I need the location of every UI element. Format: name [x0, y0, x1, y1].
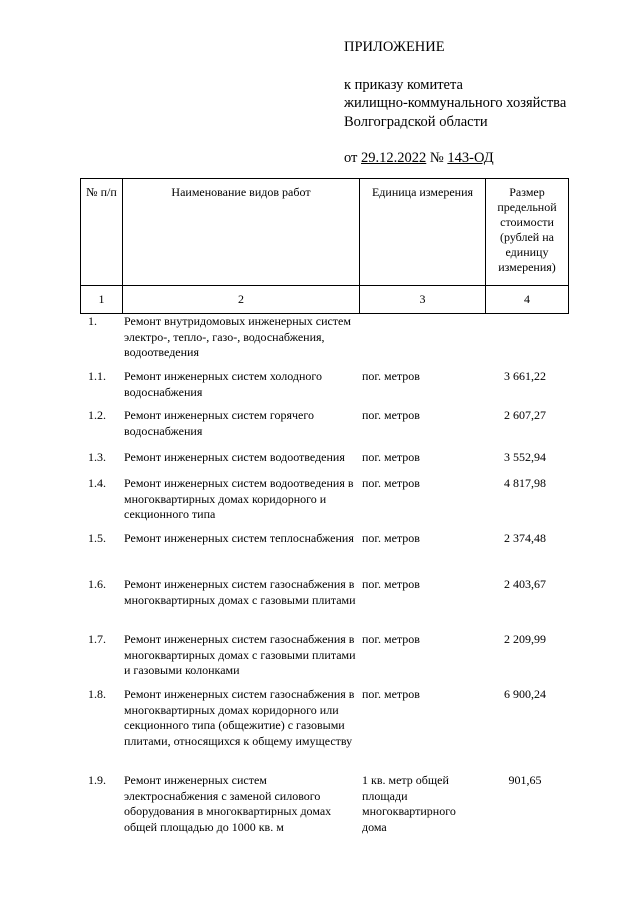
row-name: Ремонт инженерных систем газоснабжения в многоквартирных домах коридорного или секционного типа (общежитие) с газовыми плитами, относящихся к общему имуществу [124, 687, 355, 748]
row-unit: пог. метров [362, 408, 420, 422]
column-number-4: 4 [486, 286, 569, 314]
row-price: 4 817,98 [504, 476, 546, 490]
row-name: Ремонт инженерных систем теплоснабжения [124, 531, 354, 545]
row-unit: пог. метров [362, 632, 420, 646]
column-header-name: Наименование видов работ [123, 179, 360, 286]
order-line-1: к приказу комитета [344, 76, 463, 93]
row-unit: пог. метров [362, 687, 420, 701]
order-line-2: жилищно-коммунального хозяйства [344, 95, 567, 111]
row-name: Ремонт инженерных систем водоотведения [124, 450, 345, 464]
row-num: 1.8. [88, 687, 106, 701]
date-prefix: от [344, 150, 358, 166]
attachment-header [344, 38, 634, 168]
row-unit: 1 кв. метр общей площади многоквартирного дома [362, 773, 456, 834]
attachment-title: ПРИЛОЖЕНИЕ [344, 39, 445, 55]
column-header-price: Размер предельной стоимости (рублей на единицу измерения) [486, 179, 569, 286]
row-name: Ремонт инженерных систем водоотведения в многоквартирных домах коридорного и секционного типа [124, 476, 354, 521]
row-num: 1.7. [88, 632, 106, 646]
row-name: Ремонт внутридомовых инженерных систем электро-, тепло-, газо-, водоснабжения, водоотведения [124, 314, 351, 359]
row-num: 1.3. [88, 450, 106, 464]
column-number-2: 2 [123, 286, 360, 314]
row-num: 1.9. [88, 773, 106, 787]
row-name: Ремонт инженерных систем электроснабжения с заменой силового оборудования в многоквартирных домах общей площадью до 1000 кв. м [124, 773, 332, 834]
row-price: 6 900,24 [504, 687, 546, 701]
column-headers-row [81, 179, 569, 286]
row-num: 1. [88, 314, 97, 328]
row-unit: пог. метров [362, 450, 420, 464]
row-price: 3 661,22 [504, 369, 546, 383]
row-num: 1.4. [88, 476, 106, 490]
column-header-unit: Единица измерения [360, 179, 486, 286]
order-date-line [344, 149, 634, 168]
row-price: 2 209,99 [504, 632, 546, 646]
row-unit: пог. метров [362, 577, 420, 591]
row-num: 1.1. [88, 369, 106, 383]
column-number-3: 3 [360, 286, 486, 314]
column-number-1: 1 [81, 286, 123, 314]
row-num: 1.6. [88, 577, 106, 591]
number-prefix: № [429, 150, 444, 166]
row-price: 2 403,67 [504, 577, 546, 591]
row-price: 901,65 [508, 773, 542, 787]
order-date: 29.12.2022 [361, 150, 427, 166]
column-numbers-row [81, 286, 569, 314]
table-header [80, 178, 569, 314]
row-name: Ремонт инженерных систем горячего водоснабжения [124, 408, 315, 438]
row-unit: пог. метров [362, 531, 420, 545]
row-name: Ремонт инженерных систем газоснабжения в многоквартирных домах с газовыми плитами [124, 577, 356, 607]
row-price: 2 374,48 [504, 531, 546, 545]
row-name: Ремонт инженерных систем газоснабжения в многоквартирных домах с газовыми плитами и газовыми колонками [124, 632, 356, 677]
row-price: 2 607,27 [504, 408, 546, 422]
row-unit: пог. метров [362, 476, 420, 490]
row-num: 1.5. [88, 531, 106, 545]
column-header-num: № п/п [81, 179, 123, 286]
row-unit: пог. метров [362, 369, 420, 383]
order-number: 143-ОД [447, 150, 494, 166]
row-price: 3 552,94 [504, 450, 546, 464]
row-name: Ремонт инженерных систем холодного водоснабжения [124, 369, 323, 399]
row-num: 1.2. [88, 408, 106, 422]
order-line-3: Волгоградской области [344, 113, 488, 130]
